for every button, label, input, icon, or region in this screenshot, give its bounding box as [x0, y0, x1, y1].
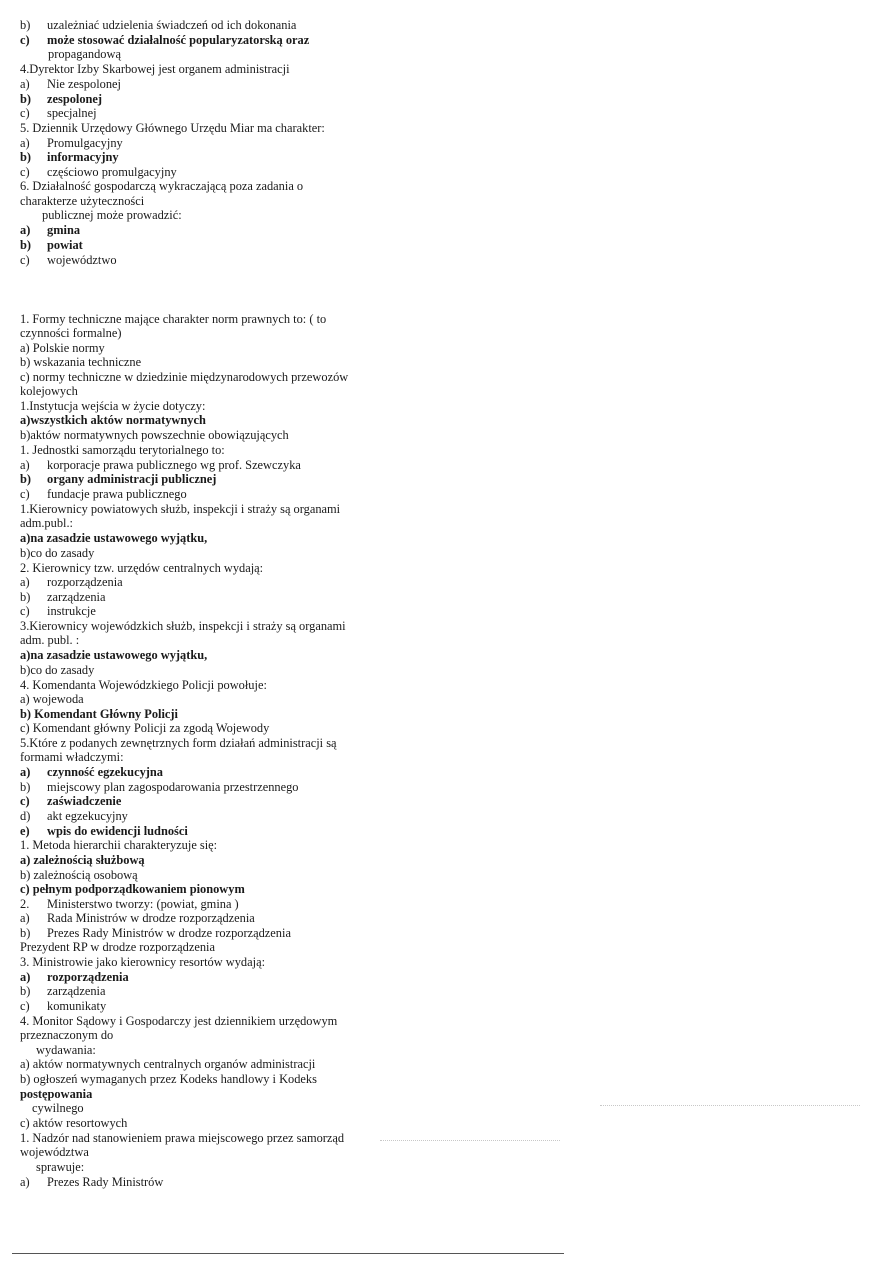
line-text: b) Komendant Główny Policji: [20, 707, 178, 721]
line-text: a)wszystkich aktów normatywnych: [20, 413, 206, 427]
line-text: 3.Kierownicy wojewódzkich służb, inspekcji i straży są organami: [20, 619, 346, 633]
line-text: korporacje prawa publicznego wg prof. Szewczyka: [47, 458, 301, 472]
line-text: powiat: [47, 238, 83, 252]
line-text: informacyjny: [47, 150, 119, 164]
line-text: cywilnego: [32, 1101, 84, 1115]
line-text: komunikaty: [47, 999, 107, 1013]
line-text: c) pełnym podporządkowaniem pionowym: [20, 882, 245, 896]
line-text: organy administracji publicznej: [47, 472, 217, 486]
line-text: b) zależnością osobową: [20, 868, 138, 882]
line-text: 1.Instytucja wejścia w życie dotyczy:: [20, 399, 206, 413]
line-text: akt egzekucyjny: [47, 809, 128, 823]
line-text: czynność egzekucyjna: [47, 765, 163, 779]
line-marker: b): [20, 472, 32, 486]
line-text: 4. Komendanta Wojewódzkiego Policji powołuje:: [20, 678, 267, 692]
line-marker: b): [20, 984, 31, 998]
scan-noise: [600, 1105, 860, 1106]
line-text: a)na zasadzie ustawowego wyjątku,: [20, 648, 208, 662]
line-text: c) normy techniczne w dziedzinie międzynarodowych przewozów: [20, 370, 349, 384]
line-marker: b): [20, 18, 31, 32]
line-text: województwa: [20, 1145, 89, 1159]
line-text: a) zależnością służbową: [20, 853, 145, 867]
line-text: 4.Dyrektor Izby Skarbowej jest organem administracji: [20, 62, 290, 76]
line-text: 1. Nadzór nad stanowieniem prawa miejscowego przez samorząd: [20, 1131, 345, 1145]
line-text: b)co do zasady: [20, 546, 95, 560]
line-marker: a): [20, 223, 31, 237]
line-marker: a): [20, 911, 30, 925]
line-text: uzależniać udzielenia świadczeń od ich dokonania: [47, 18, 297, 32]
line-text: adm.publ.:: [20, 516, 73, 530]
line-text: wydawania:: [36, 1043, 96, 1057]
line-marker: a): [20, 458, 30, 472]
line-text: kolejowych: [20, 384, 78, 398]
line-marker: b): [20, 590, 31, 604]
line-text: miejscowy plan zagospodarowania przestrzennego: [47, 780, 299, 794]
line-marker: a): [20, 136, 30, 150]
line-marker: b): [20, 150, 32, 164]
line-marker: b): [20, 926, 31, 940]
line-text: b)aktów normatywnych powszechnie obowiązujących: [20, 428, 289, 442]
line-text: czynności formalne): [20, 326, 122, 340]
line-text: publicznej może prowadzić:: [42, 208, 182, 222]
line-marker: 2.: [20, 897, 30, 911]
line-text: zespolonej: [47, 92, 103, 106]
line-marker: a): [20, 1175, 30, 1189]
line-text: formami władczymi:: [20, 750, 124, 764]
line-text: wpis do ewidencji ludności: [47, 824, 188, 838]
line-text: Prezes Rady Ministrów w drodze rozporządzenia: [47, 926, 291, 940]
line-text: instrukcje: [47, 604, 96, 618]
line-marker: e): [20, 824, 30, 838]
line-text: gmina: [47, 223, 81, 237]
line-text: Nie zespolonej: [47, 77, 121, 91]
line-text: częściowo promulgacyjny: [47, 165, 177, 179]
line-text: zaświadczenie: [47, 794, 122, 808]
line-text: Prezydent RP w drodze rozporządzenia: [20, 940, 215, 954]
line-text: 1. Formy techniczne mające charakter norm prawnych to: ( to: [20, 312, 327, 326]
line-text: postępowania: [20, 1087, 93, 1101]
line-text: 5.Które z podanych zewnętrznych form działań administracji są: [20, 736, 337, 750]
line-text: b)co do zasady: [20, 663, 95, 677]
line-text: Promulgacyjny: [47, 136, 123, 150]
line-text: c) Komendant główny Policji za zgodą Wojewody: [20, 721, 270, 735]
line-text: adm. publ. :: [20, 633, 80, 647]
line-text: sprawuje:: [36, 1160, 85, 1174]
line-marker: c): [20, 604, 30, 618]
line-text: Rada Ministrów w drodze rozporządzenia: [47, 911, 255, 925]
line-text: b) ogłoszeń wymaganych przez Kodeks handlowy i Kodeks: [20, 1072, 317, 1086]
line-marker: c): [20, 999, 30, 1013]
line-text: rozporządzenia: [47, 970, 129, 984]
line-marker: a): [20, 77, 30, 91]
line-marker: a): [20, 970, 31, 984]
line-marker: c): [20, 165, 30, 179]
line-marker: a): [20, 575, 30, 589]
line-text: propagandową: [48, 47, 121, 61]
line-text: charakterze użyteczności: [20, 194, 145, 208]
line-text: 6. Działalność gospodarczą wykraczającą poza zadania o: [20, 179, 304, 193]
line-text: a)na zasadzie ustawowego wyjątku,: [20, 531, 208, 545]
line-marker: a): [20, 765, 31, 779]
line-text: 5. Dziennik Urzędowy Głównego Urzędu Miar ma charakter:: [20, 121, 325, 135]
line-text: zarządzenia: [47, 590, 106, 604]
line-marker: b): [20, 238, 32, 252]
line-text: Ministerstwo tworzy: (powiat, gmina ): [47, 897, 239, 911]
line-marker: b): [20, 780, 31, 794]
line-marker: c): [20, 794, 30, 808]
line-text: fundacje prawa publicznego: [47, 487, 187, 501]
line-marker: d): [20, 809, 31, 823]
line-text: województwo: [47, 253, 117, 267]
line-text: przeznaczonym do: [20, 1028, 114, 1042]
line-text: rozporządzenia: [47, 575, 123, 589]
line-text: 1. Metoda hierarchii charakteryzuje się:: [20, 838, 218, 852]
line-marker: c): [20, 253, 30, 267]
line-text: może stosować działalność popularyzatorską oraz: [47, 33, 310, 47]
bottom-rule: [12, 1253, 564, 1254]
line-text: c) aktów resortowych: [20, 1116, 128, 1130]
line-text: 1. Jednostki samorządu terytorialnego to:: [20, 443, 225, 457]
line-text: 4. Monitor Sądowy i Gospodarczy jest dziennikiem urzędowym: [20, 1014, 338, 1028]
line-text: zarządzenia: [47, 984, 106, 998]
line-marker: c): [20, 106, 30, 120]
line-marker: b): [20, 92, 32, 106]
line-marker: c): [20, 33, 30, 47]
line-text: specjalnej: [47, 106, 97, 120]
line-text: 2. Kierownicy tzw. urzędów centralnych wydają:: [20, 561, 264, 575]
line-text: Prezes Rady Ministrów: [47, 1175, 164, 1189]
line-marker: c): [20, 487, 30, 501]
line-text: 3. Ministrowie jako kierownicy resortów wydają:: [20, 955, 266, 969]
line-text: a) Polskie normy: [20, 341, 105, 355]
line-text: a) wojewoda: [20, 692, 84, 706]
line-text: 1.Kierownicy powiatowych służb, inspekcji i straży są organami: [20, 502, 341, 516]
line-text: b) wskazania techniczne: [20, 355, 142, 369]
scan-noise: [380, 1140, 560, 1141]
line-text: a) aktów normatywnych centralnych organów administracji: [20, 1057, 316, 1071]
